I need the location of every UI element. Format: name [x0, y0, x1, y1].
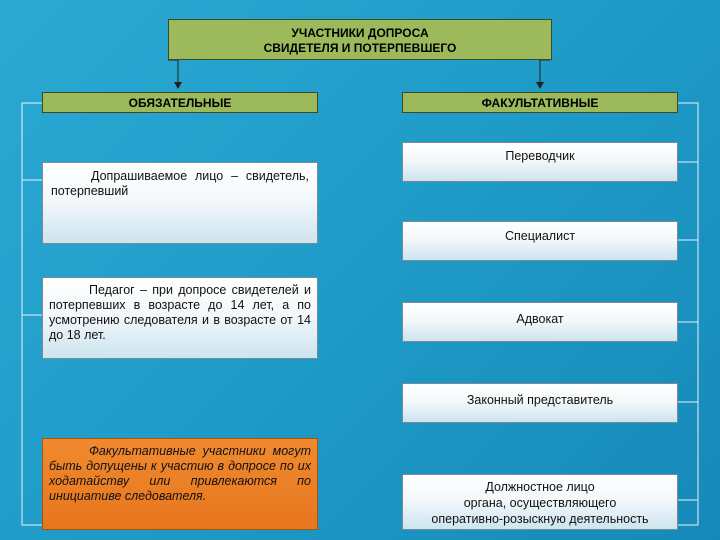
header-line-1: УЧАСТНИКИ ДОПРОСА — [291, 26, 429, 40]
operative-officer-line-3: оперативно-розыскную деятельность — [431, 512, 649, 526]
diagram-header — [168, 19, 552, 60]
translator-label: Переводчик — [505, 149, 575, 163]
witness-text: Допрашиваемое лицо – свидетель, потерпевший — [51, 169, 309, 198]
legal-representative-label: Законный представитель — [466, 393, 614, 407]
optional-title-text: ФАКУЛЬТАТИВНЫЕ — [481, 96, 599, 110]
operative-officer-line-1: Должностное лицо — [485, 480, 595, 494]
legal-representative-box — [402, 383, 678, 423]
lawyer-box — [402, 302, 678, 342]
specialist-label: Специалист — [504, 229, 576, 243]
pedagogue-text: Педагог – при допросе свидетелей и потерпевших в возрасте до 14 лет, а по усмотрению следователя и в возрасте от 14 до 18 лет. — [49, 283, 311, 342]
operative-officer-line-2: органа, осуществляющего — [463, 496, 617, 510]
arrow-to-mandatory — [168, 60, 178, 88]
operative-officer-box — [402, 474, 678, 530]
right-bracket — [678, 103, 698, 525]
translator-box — [402, 142, 678, 182]
optional-note-box — [42, 438, 318, 530]
specialist-box — [402, 221, 678, 261]
optional-title — [402, 92, 678, 113]
witness-box — [42, 162, 318, 244]
pedagogue-box — [42, 277, 318, 359]
left-bracket — [22, 103, 42, 525]
arrow-to-optional — [540, 60, 550, 88]
mandatory-title — [42, 92, 318, 113]
lawyer-label: Адвокат — [516, 312, 564, 326]
mandatory-title-text: ОБЯЗАТЕЛЬНЫЕ — [128, 96, 232, 110]
header-line-2: СВИДЕТЕЛЯ И ПОТЕРПЕВШЕГО — [263, 41, 457, 55]
optional-note-text: Факультативные участники могут быть допущены к участию в допросе по их ходатайству или привлекаются по инициативе следователя. — [49, 444, 311, 503]
